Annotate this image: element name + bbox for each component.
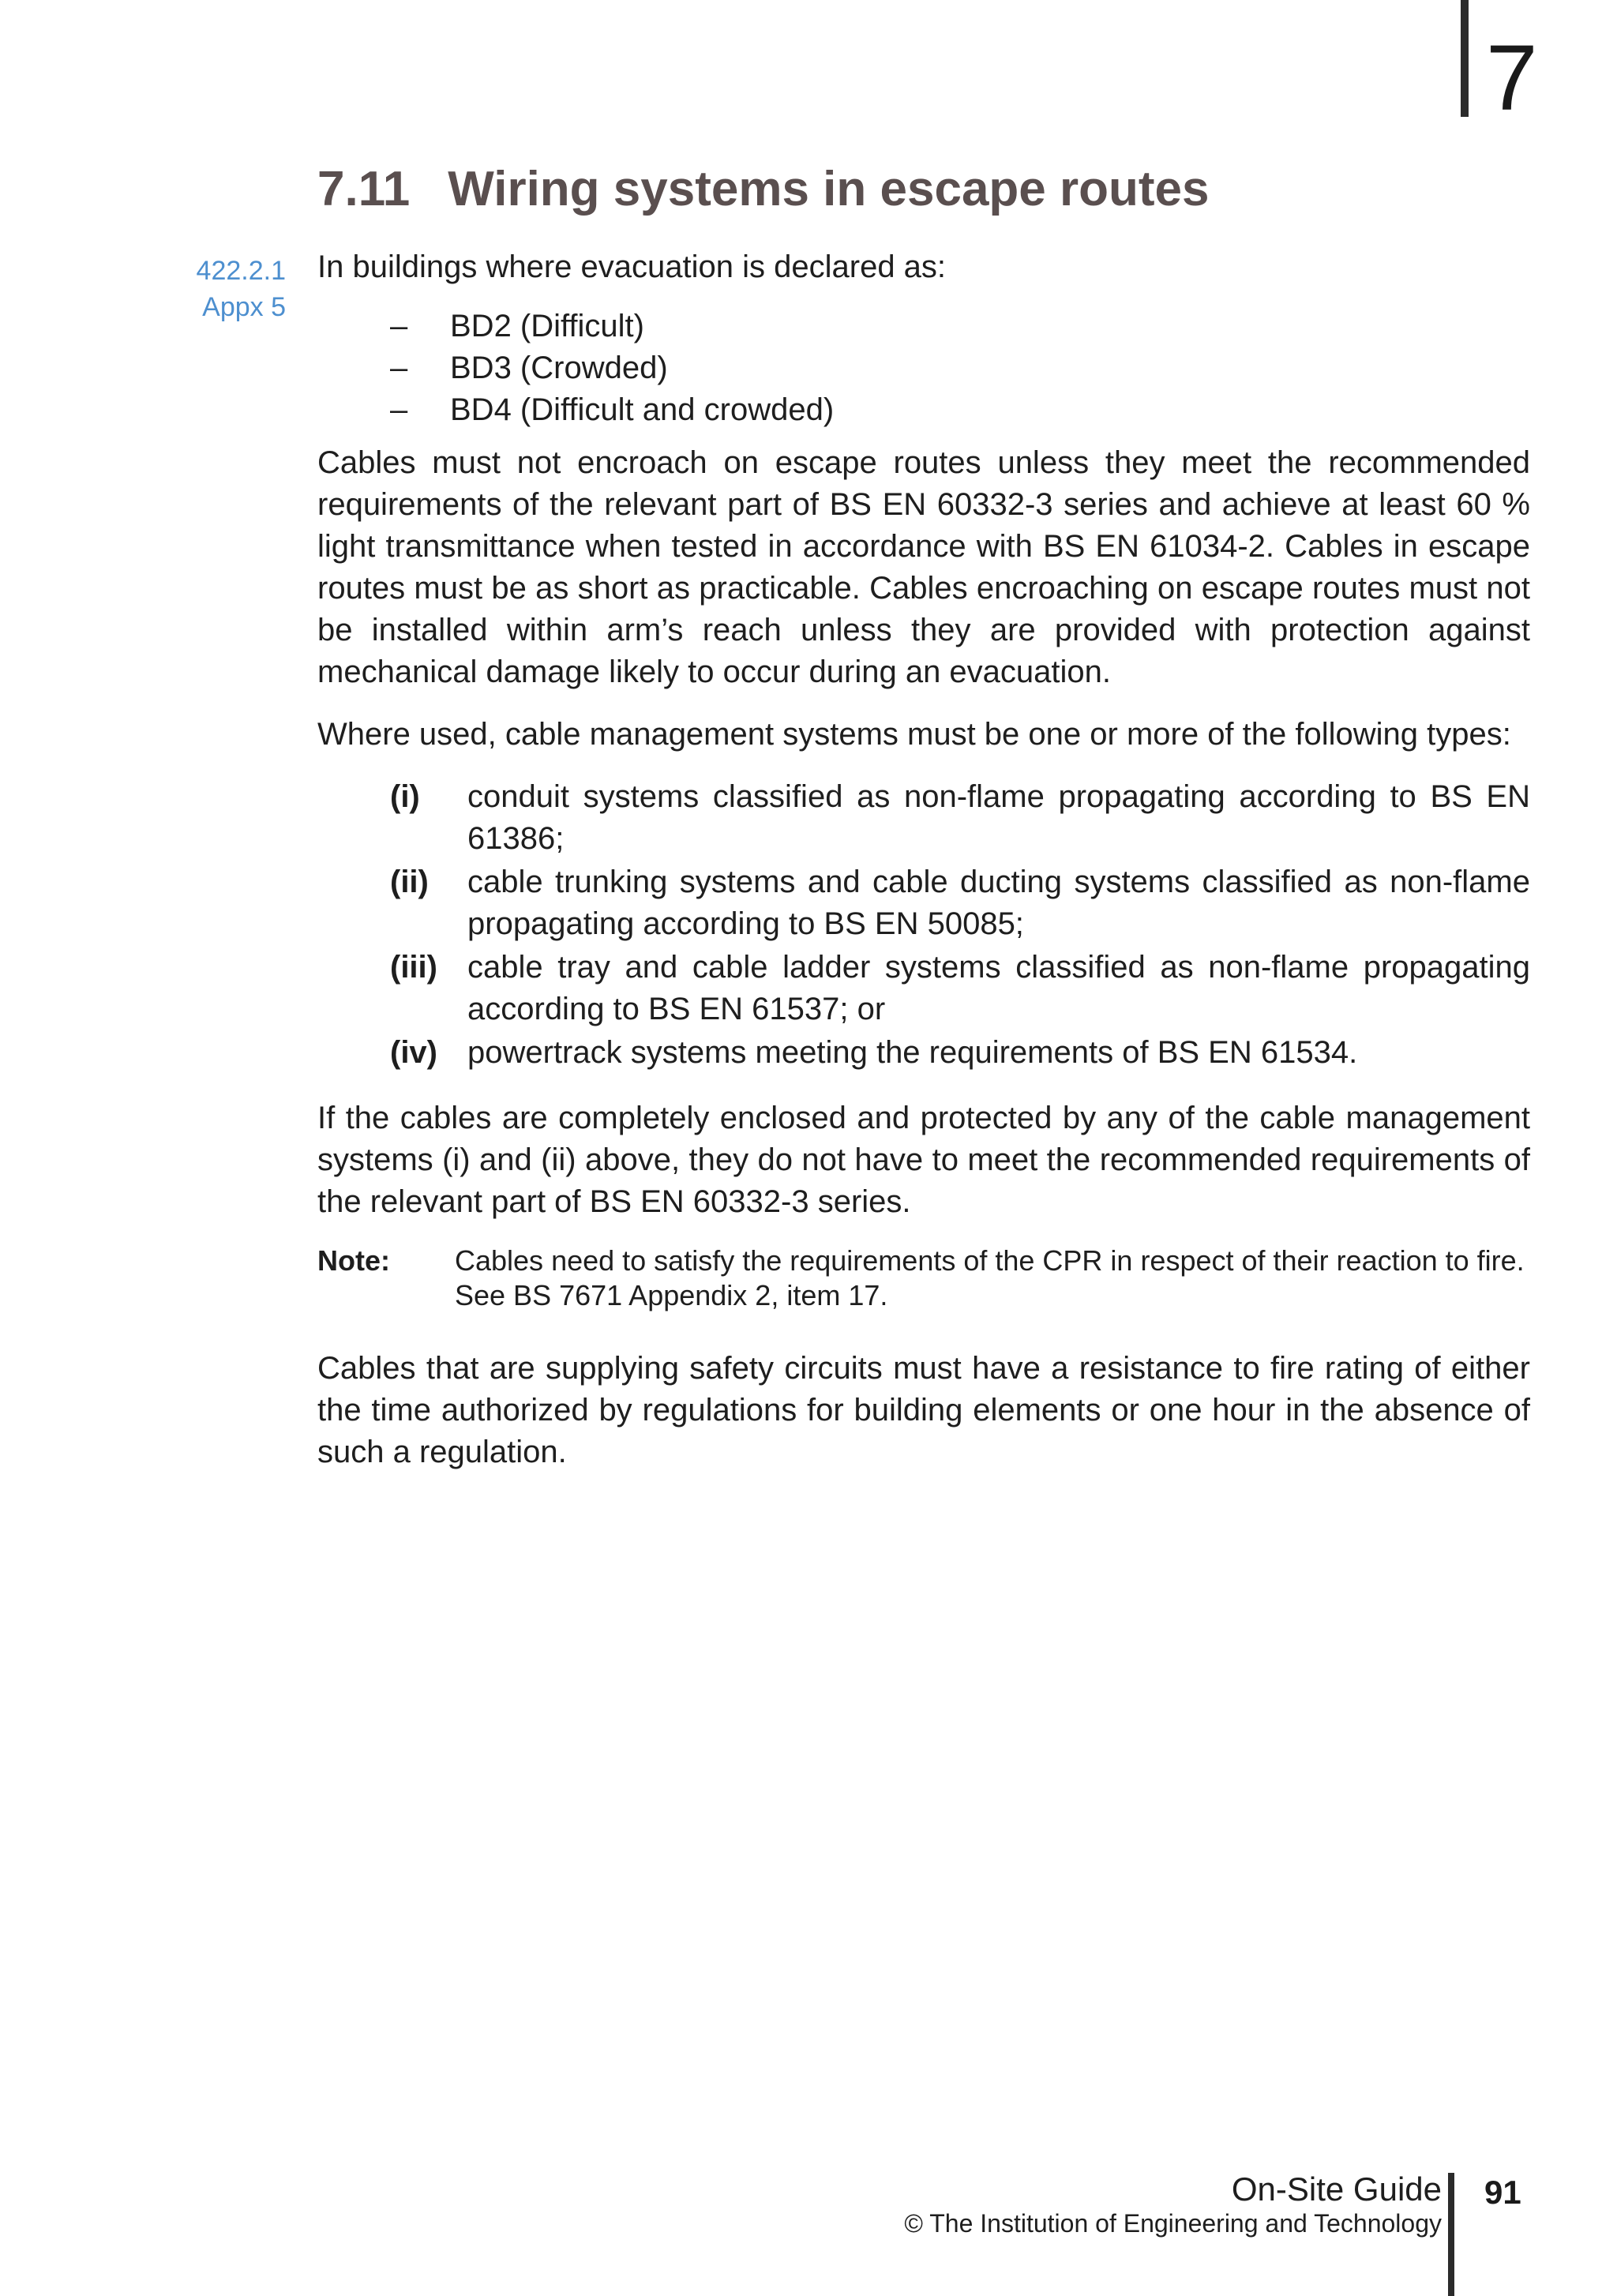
note-label: Note: bbox=[317, 1244, 390, 1277]
list-item bbox=[317, 347, 1530, 389]
cable-systems-list bbox=[317, 776, 1530, 1074]
dash-marker: – bbox=[390, 351, 408, 385]
footer-book-title: On-Site Guide bbox=[1231, 2170, 1442, 2208]
paragraph-safety-circuits: Cables that are supplying safety circuits must have a resistance to fire rating of either the time authorized by regulations for building elements or one hour in the absence of such a regulation. bbox=[317, 1351, 1530, 1469]
list-numeral: (iv) bbox=[390, 1035, 437, 1070]
section-title-text: Wiring systems in escape routes bbox=[448, 162, 1210, 216]
dash-marker: – bbox=[390, 392, 408, 427]
chapter-number: 7 bbox=[1486, 26, 1538, 130]
margin-ref-appendix: Appx 5 bbox=[202, 292, 286, 322]
paragraph-escape-routes: Cables must not encroach on escape routes unless they meet the recommended requirements of the relevant part of BS EN 60332-3 series and achieve at least 60 % light transmittance when tested in accordance with BS EN 61034-2. Cables in escape routes must be as short as practicable. Cables encroaching on escape routes must not be installed within arm’s reach unless they are provided with protection against mechanical damage likely to occur during an evacuation. bbox=[317, 445, 1530, 689]
list-item bbox=[317, 861, 1530, 945]
note-box bbox=[317, 1244, 1530, 1313]
footer-copyright: © The Institution of Engineering and Technology bbox=[904, 2209, 1442, 2238]
list-item-text: BD4 (Difficult and crowded) bbox=[450, 392, 835, 427]
margin-references bbox=[197, 253, 286, 325]
section-body bbox=[317, 246, 1530, 1473]
note-text: Cables need to satisfy the requirements of the CPR in respect of their reaction to fire. See BS 7671 Appendix 2, item 17. bbox=[455, 1244, 1525, 1311]
intro-text: In buildings where evacuation is declared as: bbox=[317, 249, 947, 284]
list-numeral: (i) bbox=[390, 779, 420, 814]
margin-ref-regulation: 422.2.1 bbox=[196, 256, 286, 286]
list-item bbox=[317, 389, 1530, 431]
list-item-text: BD3 (Crowded) bbox=[450, 351, 668, 385]
section-title bbox=[317, 163, 1210, 216]
evacuation-codes-list bbox=[317, 306, 1530, 431]
list-item bbox=[317, 1032, 1530, 1074]
paragraph-cable-management: Where used, cable management systems must be one or more of the following types: bbox=[317, 717, 1511, 752]
list-numeral: (ii) bbox=[390, 865, 429, 899]
paragraph-enclosed-cables: If the cables are completely enclosed and protected by any of the cable management systems (i) and (ii) above, they do not have to meet the recommended requirements of the relevant part of BS EN 60332-3 series. bbox=[317, 1101, 1530, 1219]
page-number: 91 bbox=[1484, 2174, 1521, 2211]
list-item-text: cable trunking systems and cable ducting systems classified as non-flame propagating according to BS EN 50085; bbox=[467, 865, 1530, 941]
list-item bbox=[317, 306, 1530, 347]
list-item-text: cable tray and cable ladder systems classified as non-flame propagating according to BS EN 61537; or bbox=[467, 950, 1530, 1026]
list-item-text: BD2 (Difficult) bbox=[450, 309, 644, 343]
list-item-text: powertrack systems meeting the requirements of BS EN 61534. bbox=[467, 1035, 1358, 1070]
list-item bbox=[317, 947, 1530, 1030]
dash-marker: – bbox=[390, 309, 408, 343]
list-item bbox=[317, 776, 1530, 860]
section-number: 7.11 bbox=[317, 162, 411, 216]
list-numeral: (iii) bbox=[390, 950, 437, 985]
chapter-divider-bar bbox=[1461, 0, 1469, 117]
list-item-text: conduit systems classified as non-flame propagating according to BS EN 61386; bbox=[467, 779, 1530, 856]
footer-divider-bar bbox=[1448, 2173, 1454, 2296]
